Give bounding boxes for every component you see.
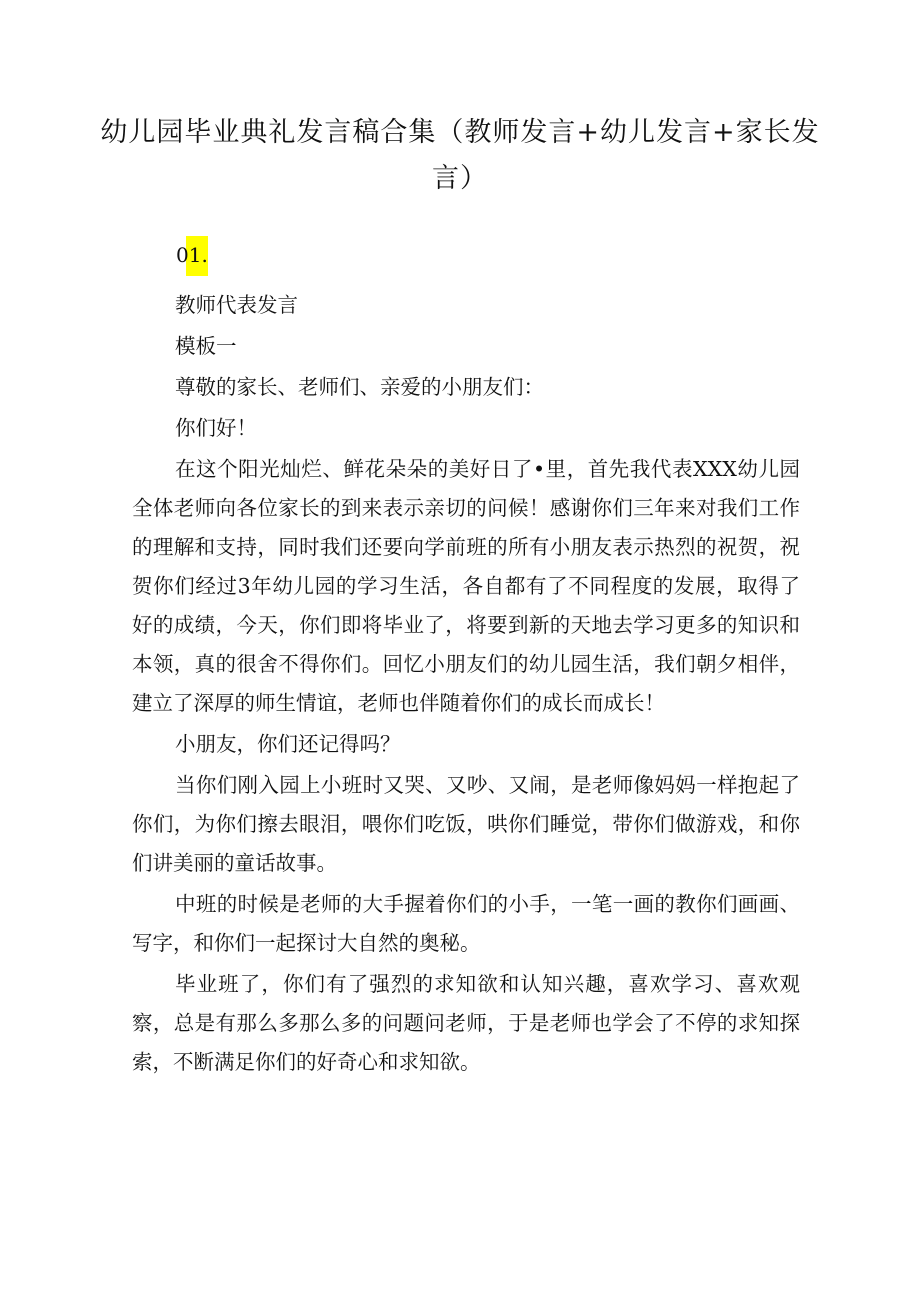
heading-teacher-speech: 教师代表发言 (175, 293, 298, 317)
body-paragraph: 在这个阳光灿烂、鲜花朵朵的美好日了•里，首先我代表XXX幼儿园全体老师向各位家长的到来表示亲切的问候！感谢你们三年来对我们工作的理解和支持，同时我们还要向学前班的所有小朋友表示热烈的祝贺，祝贺你们经过3年幼儿园的学习生活，各自都有了不同程度的发展，取得了好的成绩，今天，你们即将毕业了，将要到新的天地去学习更多的知识和本领，真的很舍不得你们。回忆小朋友们的幼儿园生活，我们朝夕相伴，建立了深厚的师生情谊，老师也伴随着你们的成长而成长！ (132, 457, 800, 715)
section-number-text: 01. (176, 243, 208, 267)
document-body (132, 286, 800, 1082)
heading-template: 模板一 (175, 334, 237, 358)
body-paragraph: 当你们刚入园上小班时又哭、又吵、又闹，是老师像妈妈一样抱起了你们，为你们擦去眼泪，喂你们吃饭，哄你们睡觉，带你们做游戏，和你们讲美丽的童话故事。 (132, 773, 800, 875)
body-paragraph: 毕业班了，你们有了强烈的求知欲和认知兴趣，喜欢学习、喜欢观察，总是有那么多那么多的问题问老师，于是老师也学会了不停的求知探索，不断满足你们的好奇心和求知欲。 (132, 972, 800, 1074)
greeting: 你们好！ (175, 416, 257, 440)
body-paragraph: 中班的时候是老师的大手握着你们的小手，一笔一画的教你们画画、写字，和你们一起探讨大自然的奥秘。 (132, 892, 800, 955)
section-number (176, 236, 208, 276)
salutation: 尊敬的家长、老师们、亲爱的小朋友们： (175, 375, 544, 399)
document-title: 幼儿园毕业典礼发言稿合集（教师发言+幼儿发言+家长发言） (100, 117, 820, 194)
body-paragraph: 小朋友，你们还记得吗？ (175, 732, 401, 756)
